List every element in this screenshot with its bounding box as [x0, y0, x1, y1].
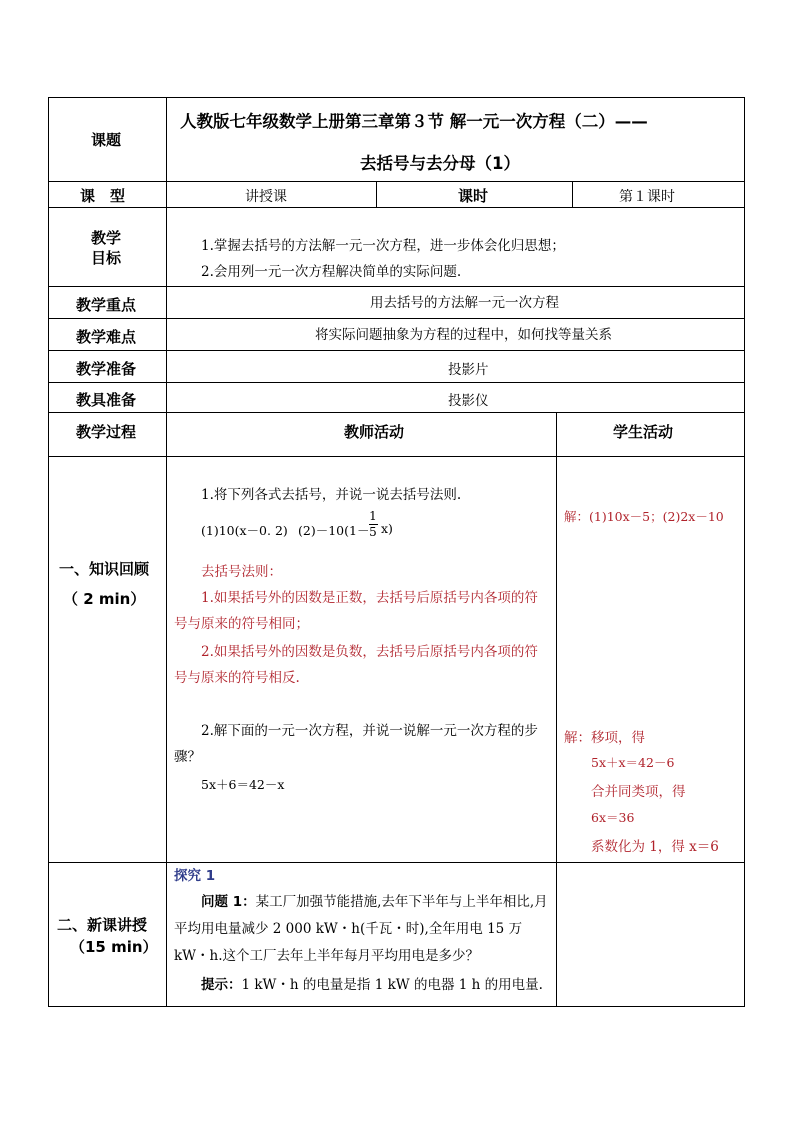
- row-divider: [48, 350, 745, 351]
- type-label: 课 型: [80, 187, 126, 205]
- expression-b-suffix: x): [381, 521, 393, 536]
- expression-b-prefix: (2)－10(1－: [298, 523, 370, 538]
- student-answer-2-line4: 6x＝36: [591, 810, 635, 825]
- row-divider: [48, 207, 745, 208]
- row-divider: [48, 286, 745, 287]
- hint-line: [201, 973, 543, 993]
- student-answer-2-line5: 系数化为 1，得 x＝6: [591, 839, 719, 855]
- objective-item-2: 2.会用列一元一次方程解决简单的实际问题.: [201, 264, 462, 280]
- problem-line1: [201, 890, 548, 910]
- row-divider: [48, 456, 745, 457]
- problem-line2: 平均用电量减少 2 000 kW・h(千瓦・时),全年用电 15 万: [174, 921, 523, 937]
- row-divider: [48, 181, 745, 182]
- review-question-1: 1.将下列各式去括号，并说一说去括号法则.: [201, 487, 462, 503]
- process-col3-header: 学生活动: [613, 423, 674, 441]
- difficulty-label: 教学难点: [76, 328, 137, 346]
- rule-1-line1: 1.如果括号外的因数是正数，去括号后原括号内各项的符: [201, 590, 538, 606]
- review-question-2-line2: 骤？: [174, 749, 201, 765]
- key-point-value: 用去括号的方法解一元一次方程: [370, 295, 559, 311]
- rule-title: 去括号法则：: [201, 564, 282, 580]
- expression-a: (1)10(x－0. 2): [201, 523, 288, 538]
- type-value: 讲授课: [245, 189, 287, 205]
- row-divider: [48, 412, 745, 413]
- student-answer-1: 解：(1)10x－5；(2)2x－10: [564, 509, 724, 524]
- row-divider: [48, 862, 745, 863]
- hint-text: 1 kW・h 的电量是指 1 kW 的电器 1 h 的用电量.: [241, 977, 543, 993]
- review-equation: 5x＋6＝42－x: [201, 777, 285, 792]
- difficulty-value: 将实际问题抽象为方程的过程中，如何找等量关系: [315, 327, 612, 343]
- period-value: 第１课时: [619, 189, 675, 205]
- section2-title: 二、新课讲授: [57, 916, 148, 934]
- equipment-value: 投影仪: [448, 393, 489, 409]
- process-col2-header: 教师活动: [344, 423, 405, 441]
- period-label: 课时: [458, 187, 489, 205]
- col-divider: [572, 181, 573, 208]
- problem-line3: kW・h.这个工厂去年上半年每月平均用电是多少？: [174, 948, 480, 964]
- col-divider: [556, 412, 557, 1007]
- review-question-2-line1: 2.解下面的一元一次方程，并说一说解一元一次方程的步: [201, 723, 538, 739]
- section2-time: （15 min）: [70, 938, 158, 956]
- student-answer-2-line2: 5x＋x＝42－6: [591, 755, 675, 770]
- process-col1-header: 教学过程: [76, 423, 137, 441]
- explore-heading: 探究 1: [174, 868, 216, 884]
- fraction-one-fifth: [367, 510, 379, 539]
- lesson-title-line2: 去括号与去分母（1）: [360, 154, 520, 173]
- objectives-label-line1: 教学: [91, 229, 122, 247]
- objective-item-1: 1.掌握去括号的方法解一元一次方程，进一步体会化归思想；: [201, 238, 565, 254]
- table-border-right: [744, 97, 745, 1007]
- fraction-denominator: 5: [369, 525, 377, 539]
- rule-1-line2: 号与原来的符号相同；: [174, 616, 309, 632]
- student-answer-2-line1: 解：移项，得: [564, 730, 645, 746]
- fraction-numerator: 1: [369, 509, 377, 523]
- section1-title: 一、知识回顾: [59, 560, 150, 578]
- row-divider: [48, 382, 745, 383]
- row-divider: [48, 318, 745, 319]
- equipment-label: 教具准备: [76, 391, 137, 409]
- student-answer-2-line3: 合并同类项，得: [591, 784, 686, 800]
- lesson-title-line1: 人教版七年级数学上册第三章第３节 解一元一次方程（二）——: [180, 112, 648, 131]
- rule-2-line2: 号与原来的符号相反.: [174, 670, 300, 686]
- col-divider: [166, 97, 167, 1007]
- col-divider: [376, 181, 377, 208]
- table-border-bottom: [48, 1006, 745, 1007]
- preparation-value: 投影片: [448, 362, 489, 378]
- table-border-left: [48, 97, 49, 1007]
- section1-time: （ 2 min）: [63, 590, 146, 608]
- rule-2-line1: 2.如果括号外的因数是负数，去括号后原括号内各项的符: [201, 644, 538, 660]
- key-point-label: 教学重点: [76, 296, 137, 314]
- objectives-label-line2: 目标: [91, 249, 122, 267]
- title-label: 课题: [91, 131, 122, 149]
- problem-label: 问题 1：: [201, 894, 256, 910]
- problem-text-1: 某工厂加强节能措施,去年下半年与上半年相比,月: [255, 894, 548, 910]
- hint-label: 提示：: [201, 977, 242, 993]
- table-border-top: [48, 97, 745, 98]
- preparation-label: 教学准备: [76, 360, 137, 378]
